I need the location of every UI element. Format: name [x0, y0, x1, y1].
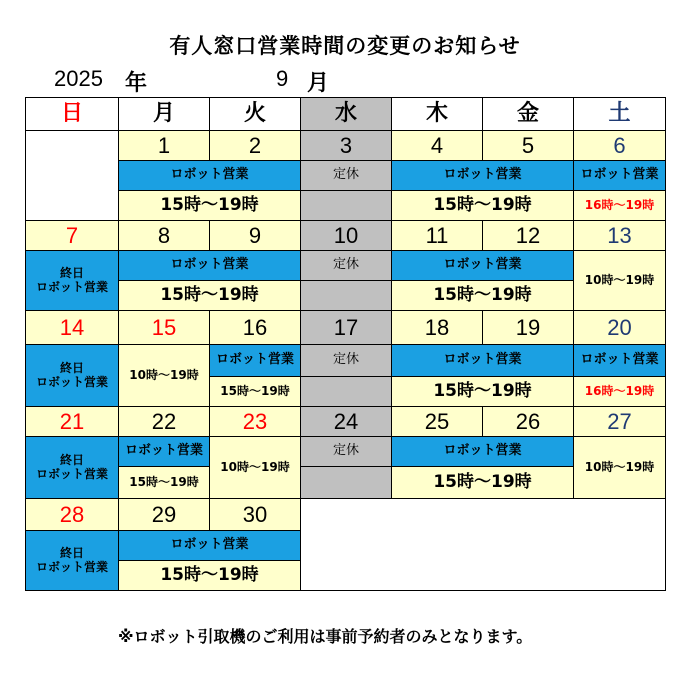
- robot-service-cell: ロボット営業: [118, 160, 301, 191]
- all-day-robot-cell: [25, 344, 119, 407]
- robot-service-cell: ロボット営業: [209, 344, 301, 377]
- closed-cell: 定休: [300, 344, 392, 377]
- empty-cell: [300, 498, 666, 591]
- weekday-wed: 水: [300, 97, 392, 131]
- robot-service-cell: ロボット営業: [118, 250, 301, 281]
- hours-cell: 15時～19時: [391, 376, 574, 407]
- date-14: 14: [25, 310, 119, 345]
- hours-cell: 10時～19時: [118, 344, 210, 407]
- all-day-label: 終日: [59, 360, 84, 375]
- date-27: 27: [573, 406, 666, 437]
- footnote: ※ロボット引取機のご利用は事前予約者のみとなります。: [118, 627, 533, 646]
- all-day-label: 終日: [59, 545, 84, 560]
- robot-service-cell: ロボット営業: [118, 530, 301, 561]
- hours-cell: 16時～19時: [573, 190, 666, 221]
- date-29: 29: [118, 498, 210, 531]
- closed-cell: 定休: [300, 250, 392, 281]
- all-day-robot-cell: [25, 250, 119, 311]
- date-30: 30: [209, 498, 301, 531]
- all-day-robot-cell: [25, 436, 119, 499]
- robot-label: ロボット営業: [35, 466, 108, 481]
- hours-cell: 15時～19時: [391, 280, 574, 311]
- date-12: 12: [482, 220, 574, 251]
- all-day-label: 終日: [59, 265, 84, 280]
- weekday-sun: 日: [25, 97, 119, 131]
- robot-label: ロボット営業: [35, 374, 108, 389]
- hours-cell: 15時～19時: [209, 376, 301, 407]
- robot-service-cell: ロボット営業: [391, 160, 574, 191]
- closed-blank-cell: [300, 280, 392, 311]
- date-17: 17: [300, 310, 392, 345]
- hours-cell: 15時～19時: [391, 190, 574, 221]
- closed-cell: 定休: [300, 160, 392, 191]
- hours-cell: 10時～19時: [209, 436, 301, 499]
- weekday-thu: 木: [391, 97, 483, 131]
- date-22: 22: [118, 406, 210, 437]
- robot-service-cell: ロボット営業: [573, 344, 666, 377]
- weekday-sat: 土: [573, 97, 666, 131]
- year-unit: 年: [125, 71, 148, 96]
- date-2: 2: [209, 130, 301, 161]
- year-number: 2025: [54, 66, 103, 91]
- closed-cell: 定休: [300, 436, 392, 467]
- date-1: 1: [118, 130, 210, 161]
- weekday-tue: 火: [209, 97, 301, 131]
- robot-service-cell: ロボット営業: [391, 344, 574, 377]
- page-title: 有人窓口営業時間の変更のお知らせ: [169, 34, 521, 58]
- date-19: 19: [482, 310, 574, 345]
- hours-cell: 15時～19時: [118, 280, 301, 311]
- date-16: 16: [209, 310, 301, 345]
- weekday-fri: 金: [482, 97, 574, 131]
- date-5: 5: [482, 130, 574, 161]
- robot-service-cell: ロボット営業: [118, 436, 210, 467]
- date-26: 26: [482, 406, 574, 437]
- hours-cell: 10時～19時: [573, 436, 666, 499]
- month-unit: 月: [307, 71, 330, 96]
- date-4: 4: [391, 130, 483, 161]
- date-8: 8: [118, 220, 210, 251]
- robot-label: ロボット営業: [35, 559, 108, 574]
- date-25: 25: [391, 406, 483, 437]
- date-13: 13: [573, 220, 666, 251]
- hours-cell: 15時～19時: [118, 190, 301, 221]
- date-23: 23: [209, 406, 301, 437]
- date-9: 9: [209, 220, 301, 251]
- date-11: 11: [391, 220, 483, 251]
- empty-cell: [25, 130, 119, 221]
- date-28: 28: [25, 498, 119, 531]
- closed-blank-cell: [300, 376, 392, 407]
- date-20: 20: [573, 310, 666, 345]
- hours-cell: 15時～19時: [118, 560, 301, 591]
- all-day-robot-cell: [25, 530, 119, 591]
- all-day-label: 終日: [59, 452, 84, 467]
- date-24: 24: [300, 406, 392, 437]
- robot-service-cell: ロボット営業: [391, 250, 574, 281]
- date-21: 21: [25, 406, 119, 437]
- closed-blank-cell: [300, 466, 392, 499]
- robot-service-cell: ロボット営業: [391, 436, 574, 467]
- date-6: 6: [573, 130, 666, 161]
- closed-blank-cell: [300, 190, 392, 221]
- hours-cell: 15時～19時: [391, 466, 574, 499]
- robot-service-cell: ロボット営業: [573, 160, 666, 191]
- month-number: 9: [276, 66, 289, 91]
- date-18: 18: [391, 310, 483, 345]
- weekday-mon: 月: [118, 97, 210, 131]
- date-3: 3: [300, 130, 392, 161]
- date-7: 7: [25, 220, 119, 251]
- robot-label: ロボット営業: [35, 279, 108, 294]
- date-10: 10: [300, 220, 392, 251]
- hours-cell: 16時～19時: [573, 376, 666, 407]
- hours-cell: 10時～19時: [573, 250, 666, 311]
- hours-cell: 15時～19時: [118, 466, 210, 499]
- date-15: 15: [118, 310, 210, 345]
